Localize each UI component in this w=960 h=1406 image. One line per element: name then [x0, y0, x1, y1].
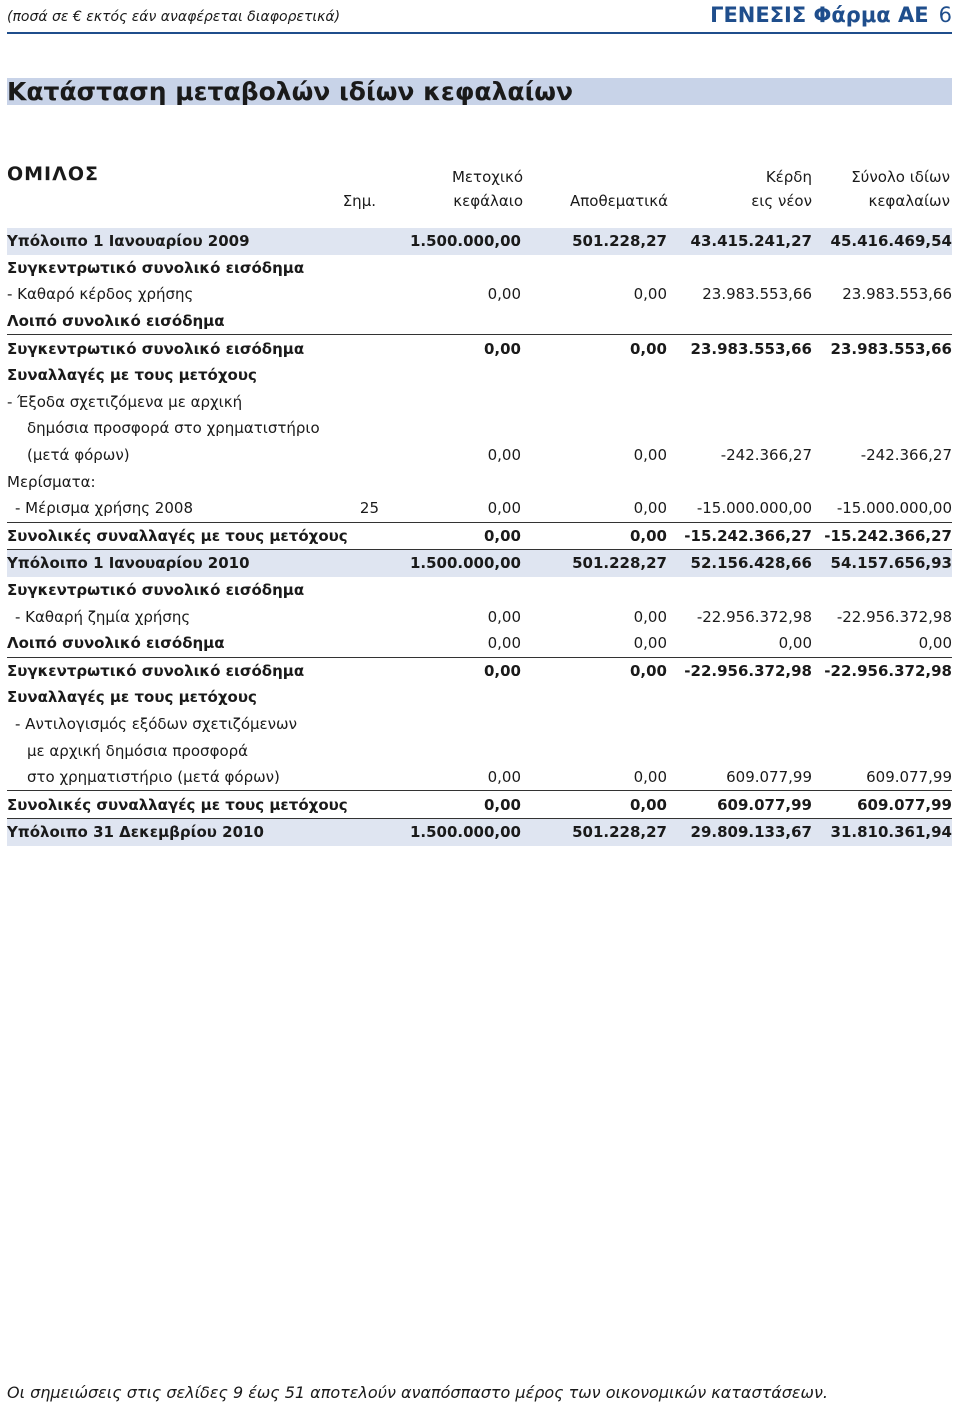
group-label: ΟΜΙΛΟΣ: [7, 163, 99, 185]
retained-earnings-value: [667, 577, 812, 604]
row-note: [342, 228, 379, 255]
total-equity-value: [812, 684, 952, 711]
reserves-value: 501.228,27: [521, 550, 667, 577]
row-note: [342, 308, 379, 335]
retained-earnings-value: -15.000.000,00: [696, 499, 812, 518]
page-number: 6: [938, 3, 952, 27]
reserves-value: 0,00: [521, 791, 667, 819]
reserves-value: [521, 415, 667, 442]
share-capital-value: [379, 389, 521, 416]
total-equity-value: [812, 255, 952, 282]
reserves-value: 0,00: [521, 522, 667, 550]
reserves-value: [521, 255, 667, 282]
equity-changes-table: [7, 228, 952, 846]
share-capital-value: [379, 308, 521, 335]
reserves-value: [521, 711, 667, 738]
share-capital-value: 0,00: [379, 791, 521, 819]
col-header-retained-earnings: Κέρδη εις νέον: [751, 168, 812, 210]
total-equity-value: 23.983.553,66: [812, 335, 952, 362]
total-equity-value: 54.157.656,93: [812, 550, 952, 577]
company-name: ΓΕΝΕΣΙΣ Φάρμα ΑΕ: [710, 3, 929, 27]
share-capital-value: [379, 415, 521, 442]
row-note: [342, 281, 379, 308]
table-row: [7, 362, 952, 389]
table-row: [7, 442, 952, 469]
total-equity-value: [812, 711, 952, 738]
retained-earnings-value: [667, 684, 812, 711]
row-label: Συνολικές συναλλαγές με τους μετόχους: [7, 522, 342, 550]
share-capital-value: 1.500.000,00: [379, 228, 521, 255]
reserves-value: 0,00: [521, 335, 667, 362]
reserves-value: [521, 684, 667, 711]
retained-earnings-value: 609.077,99: [667, 791, 812, 819]
row-label: Λοιπό συνολικό εισόδημα: [7, 634, 225, 653]
retained-earnings-value: 23.983.553,66: [667, 335, 812, 362]
table-row: [7, 630, 952, 657]
row-label: Υπόλοιπο 31 Δεκεμβρίου 2010: [7, 819, 342, 846]
row-label: Μερίσματα:: [7, 472, 96, 491]
share-capital-value: 0,00: [487, 634, 521, 653]
retained-earnings-value: [667, 468, 812, 495]
row-note: [342, 819, 379, 846]
table-row: [7, 737, 952, 764]
total-equity-value: 31.810.361,94: [812, 819, 952, 846]
retained-earnings-value: [667, 415, 812, 442]
row-note: 25: [359, 499, 379, 518]
share-capital-value: [379, 577, 521, 604]
table-row: [7, 711, 952, 738]
col-header-share-capital: Μετοχικό κεφάλαιο: [451, 168, 523, 210]
total-equity-value: [812, 362, 952, 389]
row-label: Συγκεντρωτικό συνολικό εισόδημα: [7, 258, 305, 277]
row-label: Υπόλοιπο 1 Ιανουαρίου 2010: [7, 550, 342, 577]
row-label: Συγκεντρωτικό συνολικό εισόδημα: [7, 581, 305, 600]
table-row: [7, 228, 952, 255]
row-note: [342, 577, 379, 604]
reserves-value: 0,00: [633, 768, 667, 787]
retained-earnings-value: [667, 362, 812, 389]
row-label: Υπόλοιπο 1 Ιανουαρίου 2009: [7, 228, 342, 255]
retained-earnings-value: 609.077,99: [726, 768, 812, 787]
row-note: [342, 630, 379, 657]
table-row: [7, 389, 952, 416]
share-capital-value: [379, 737, 521, 764]
share-capital-value: [379, 468, 521, 495]
table-row: [7, 495, 952, 522]
share-capital-value: 0,00: [487, 607, 521, 626]
reserves-value: [521, 362, 667, 389]
row-note: [342, 362, 379, 389]
share-capital-value: [379, 711, 521, 738]
retained-earnings-value: [667, 737, 812, 764]
table-row: [7, 684, 952, 711]
currency-note: (ποσά σε € εκτός εάν αναφέρεται διαφορετικά): [7, 9, 341, 25]
retained-earnings-value: 29.809.133,67: [667, 819, 812, 846]
table-row: [7, 550, 952, 577]
row-label: - Αντιλογισμός εξόδων σχετιζόμενων: [15, 714, 297, 733]
reserves-value: 501.228,27: [521, 228, 667, 255]
statement-title: Κατάσταση μεταβολών ιδίων κεφαλαίων: [7, 78, 952, 105]
row-label: Λοιπό συνολικό εισόδημα: [7, 312, 225, 331]
share-capital-value: 0,00: [487, 768, 521, 787]
total-equity-value: [812, 468, 952, 495]
col-header-reserves: Αποθεματικά: [569, 192, 668, 210]
total-equity-value: 609.077,99: [866, 768, 952, 787]
row-note: [342, 657, 379, 684]
retained-earnings-value: -22.956.372,98: [696, 607, 812, 626]
row-label: (μετά φόρων): [27, 446, 130, 465]
table-row: [7, 657, 952, 684]
reserves-value: 0,00: [633, 285, 667, 304]
row-note: [342, 468, 379, 495]
row-label: Συνολικές συναλλαγές με τους μετόχους: [7, 791, 342, 819]
retained-earnings-value: 23.983.553,66: [702, 285, 812, 304]
row-note: [342, 415, 379, 442]
table-row: [7, 764, 952, 791]
retained-earnings-value: [667, 255, 812, 282]
retained-earnings-value: [667, 308, 812, 335]
col-header-note: Σημ.: [342, 192, 376, 210]
row-label: Συναλλαγές με τους μετόχους: [7, 366, 257, 385]
table-row: [7, 415, 952, 442]
row-label: - Καθαρό κέρδος χρήσης: [7, 285, 194, 304]
total-equity-value: -22.956.372,98: [836, 607, 952, 626]
share-capital-value: 0,00: [487, 499, 521, 518]
reserves-value: [521, 577, 667, 604]
total-equity-value: [812, 389, 952, 416]
table-row: [7, 255, 952, 282]
table-row: [7, 819, 952, 846]
row-note: [342, 737, 379, 764]
share-capital-value: 0,00: [487, 285, 521, 304]
retained-earnings-value: [667, 389, 812, 416]
reserves-value: 0,00: [633, 446, 667, 465]
share-capital-value: 1.500.000,00: [379, 550, 521, 577]
row-label: δημόσια προσφορά στο χρηματιστήριο: [27, 419, 320, 438]
row-label: Συγκεντρωτικό συνολικό εισόδημα: [7, 657, 342, 684]
retained-earnings-value: 52.156.428,66: [667, 550, 812, 577]
share-capital-value: [379, 684, 521, 711]
total-equity-value: -22.956.372,98: [812, 657, 952, 684]
retained-earnings-value: -22.956.372,98: [667, 657, 812, 684]
retained-earnings-value: [667, 711, 812, 738]
total-equity-value: -242.366,27: [860, 446, 952, 465]
share-capital-value: 0,00: [379, 657, 521, 684]
row-note: [342, 764, 379, 791]
table-row: [7, 791, 952, 819]
row-note: [342, 711, 379, 738]
share-capital-value: 0,00: [487, 446, 521, 465]
row-label: - Καθαρή ζημία χρήσης: [15, 607, 191, 626]
reserves-value: 0,00: [633, 607, 667, 626]
reserves-value: [521, 737, 667, 764]
row-label: - Μέρισμα χρήσης 2008: [15, 499, 193, 518]
total-equity-value: 0,00: [918, 634, 952, 653]
footer-note: Οι σημειώσεις στις σελίδες 9 έως 51 αποτελούν αναπόσπαστο μέρος των οικονομικών καταστάσεων.: [7, 1383, 828, 1402]
row-note: [342, 255, 379, 282]
reserves-value: [521, 468, 667, 495]
total-equity-value: -15.242.366,27: [812, 522, 952, 550]
total-equity-value: [812, 308, 952, 335]
total-equity-value: [812, 415, 952, 442]
total-equity-value: [812, 577, 952, 604]
reserves-value: 0,00: [633, 634, 667, 653]
retained-earnings-value: -242.366,27: [720, 446, 812, 465]
reserves-value: 0,00: [521, 657, 667, 684]
row-note: [342, 684, 379, 711]
retained-earnings-value: 43.415.241,27: [667, 228, 812, 255]
table-row: [7, 335, 952, 362]
share-capital-value: 0,00: [379, 335, 521, 362]
reserves-value: [521, 308, 667, 335]
retained-earnings-value: 0,00: [778, 634, 812, 653]
company-header: [710, 3, 952, 27]
row-note: [342, 550, 379, 577]
table-row: [7, 308, 952, 335]
row-note: [342, 442, 379, 469]
row-note: [342, 335, 379, 362]
total-equity-value: [812, 737, 952, 764]
table-row: [7, 603, 952, 630]
total-equity-value: 23.983.553,66: [842, 285, 952, 304]
total-equity-value: 45.416.469,54: [812, 228, 952, 255]
row-note: [342, 389, 379, 416]
retained-earnings-value: -15.242.366,27: [667, 522, 812, 550]
reserves-value: [521, 389, 667, 416]
row-label: - Έξοδα σχετιζόμενα με αρχική: [7, 392, 243, 411]
row-label: με αρχική δημόσια προσφορά: [27, 741, 249, 760]
row-note: [342, 603, 379, 630]
page-header: [7, 0, 952, 34]
share-capital-value: 1.500.000,00: [379, 819, 521, 846]
table-row: [7, 468, 952, 495]
total-equity-value: 609.077,99: [812, 791, 952, 819]
total-equity-value: -15.000.000,00: [836, 499, 952, 518]
row-label: Συγκεντρωτικό συνολικό εισόδημα: [7, 335, 342, 362]
reserves-value: 0,00: [633, 499, 667, 518]
share-capital-value: 0,00: [379, 522, 521, 550]
col-header-total-equity: Σύνολο ιδίων κεφαλαίων: [851, 168, 950, 210]
reserves-value: 501.228,27: [521, 819, 667, 846]
share-capital-value: [379, 362, 521, 389]
row-label: στο χρηματιστήριο (μετά φόρων): [27, 768, 280, 787]
table-row: [7, 281, 952, 308]
table-row: [7, 522, 952, 550]
table-row: [7, 577, 952, 604]
share-capital-value: [379, 255, 521, 282]
row-label: Συναλλαγές με τους μετόχους: [7, 688, 257, 707]
